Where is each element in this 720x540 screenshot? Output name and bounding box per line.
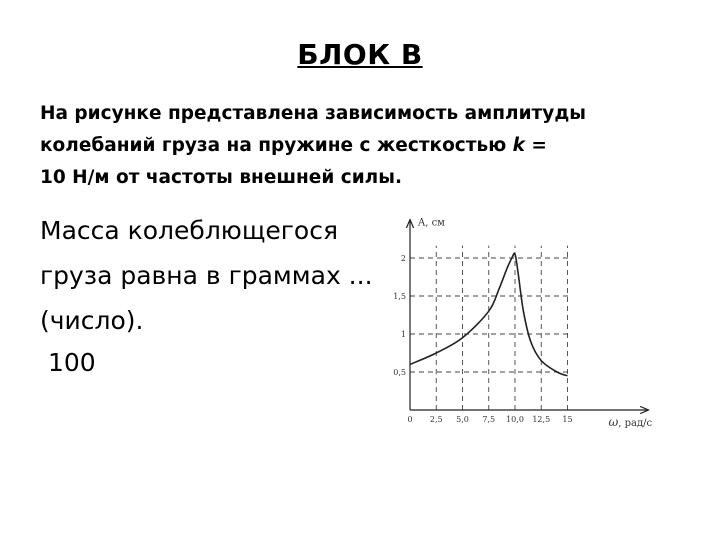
- tick-labels: [393, 254, 572, 424]
- x-axis-unit: , рад/с: [618, 418, 653, 429]
- question-text: [40, 208, 400, 343]
- y-tick-label: 1,5: [393, 292, 406, 301]
- problem-statement: [40, 98, 680, 194]
- answer-value: 100: [48, 348, 96, 377]
- y-tick-label: 0,5: [393, 368, 406, 377]
- question-line: Масса колеблющегося: [40, 216, 338, 245]
- x-tick-label: 0: [407, 415, 413, 424]
- problem-line: [40, 130, 680, 162]
- y-tick-label: 2: [400, 254, 406, 263]
- stiffness-symbol: k: [512, 135, 525, 156]
- x-tick-label: 2,5: [429, 415, 443, 424]
- problem-line-text: колебаний груза на пружине с жесткостью: [40, 135, 507, 156]
- resonance-chart: [380, 210, 680, 440]
- equals-sign: =: [524, 135, 547, 156]
- question-line: (число).: [40, 306, 144, 335]
- x-tick-label: 12,5: [532, 415, 551, 424]
- problem-line: На рисунке представлена зависимость амплитуды: [40, 103, 587, 124]
- x-tick-label: 5,0: [456, 415, 469, 424]
- x-tick-label: 10,0: [506, 415, 524, 424]
- x-tick-label: 15: [562, 415, 573, 424]
- problem-line: 10 Н/м от частоты внешней силы.: [40, 167, 402, 188]
- question-line: груза равна в граммах ...: [40, 261, 373, 290]
- chart-grid: [410, 246, 572, 410]
- x-axis-label: [609, 415, 653, 429]
- y-tick-label: 1: [400, 330, 406, 339]
- omega-symbol: ω: [608, 415, 619, 429]
- x-tick-label: 7,5: [482, 415, 496, 424]
- y-axis-label: A, см: [418, 217, 445, 229]
- slide-title: БЛОК В: [297, 38, 423, 71]
